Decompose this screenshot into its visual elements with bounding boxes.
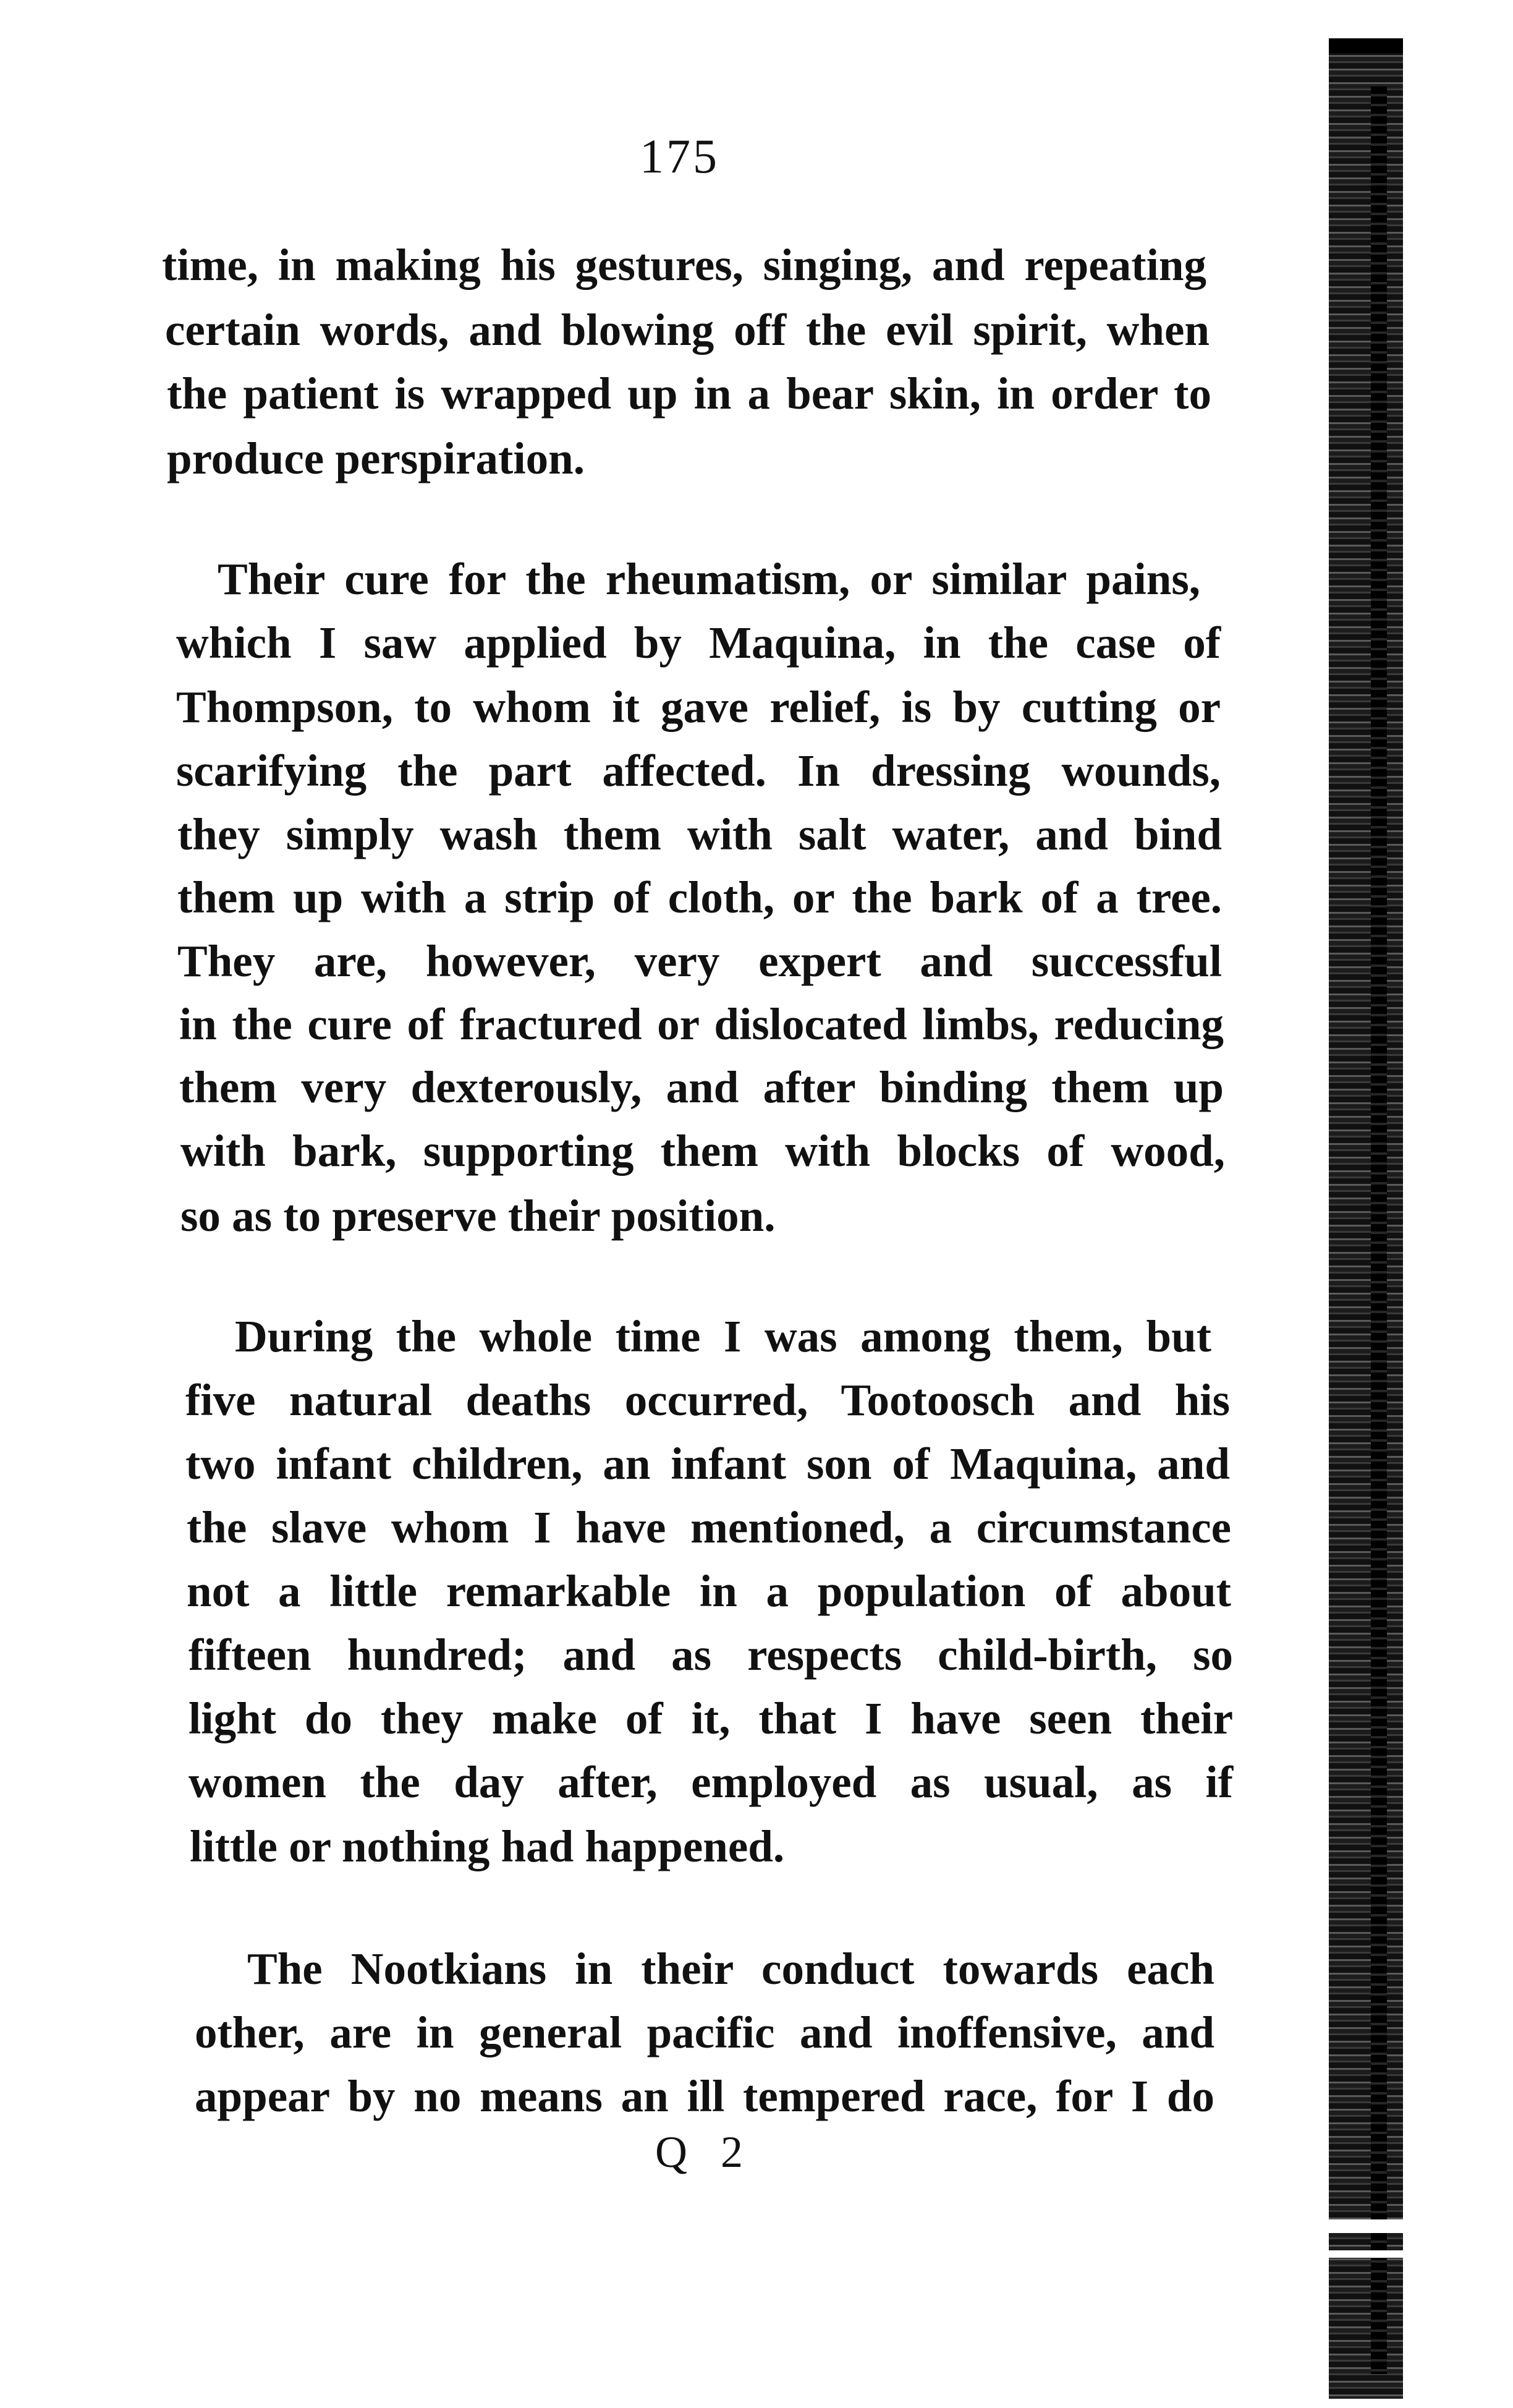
text-line: not a little remarkable in a population of about (187, 1566, 1231, 1616)
text-line: little or nothing had happened. (190, 1821, 785, 1871)
text-line: two infant children, an infant son of Maquina, and (185, 1439, 1230, 1489)
text-line: light do they make of it, that I have seen their (189, 1693, 1233, 1743)
text-line: the patient is wrapped up in a bear skin, in order to (167, 368, 1211, 419)
text-line: so as to preserve their position. (180, 1191, 776, 1241)
text-line: They are, however, very expert and successful (177, 936, 1222, 986)
text-line: in the cure of fractured or dislocated limbs, reducing (179, 999, 1224, 1049)
text-line: five natural deaths occurred, Tootoosch and his (185, 1375, 1230, 1425)
page-number: 175 (640, 129, 719, 183)
text-line: produce perspiration. (167, 433, 585, 483)
text-line: Their cure for the rheumatism, or similar pains, (218, 554, 1200, 604)
text-line: During the whole time I was among them, but (235, 1311, 1211, 1361)
binding-edge-cap (1329, 38, 1403, 53)
binding-edge (1329, 43, 1403, 2399)
binding-edge-shadow (1371, 87, 1387, 2374)
text-line: with bark, supporting them with blocks of wood, (180, 1126, 1225, 1176)
text-line: certain words, and blowing off the evil spirit, when (165, 305, 1210, 355)
text-line: The Nootkians in their conduct towards each (247, 1944, 1214, 1994)
text-line: appear by no means an ill tempered race, for I do (195, 2071, 1214, 2121)
text-line: fifteen hundred; and as respects child-birth, so (189, 1630, 1233, 1680)
binding-edge-gap (1329, 2250, 1403, 2258)
text-line: they simply wash them with salt water, and bind (177, 809, 1222, 859)
text-line: the slave whom I have mentioned, a circumstance (187, 1502, 1231, 1552)
binding-edge-gap (1329, 2219, 1403, 2233)
text-line: scarifying the part affected. In dressing wounds, (176, 746, 1221, 796)
text-line: which I saw applied by Maquina, in the case of (176, 618, 1221, 668)
text-line: them very dexterously, and after binding them up (179, 1062, 1224, 1112)
text-line: time, in making his gestures, singing, and repeating (162, 240, 1206, 290)
text-line: Thompson, to whom it gave relief, is by cutting or (176, 682, 1221, 732)
text-line: women the day after, employed as usual, as if (189, 1757, 1233, 1807)
text-line: them up with a strip of cloth, or the bark of a tree. (177, 872, 1222, 922)
signature-mark: Q 2 (655, 2127, 754, 2177)
text-line: other, are in general pacific and inoffensive, and (195, 2007, 1214, 2057)
